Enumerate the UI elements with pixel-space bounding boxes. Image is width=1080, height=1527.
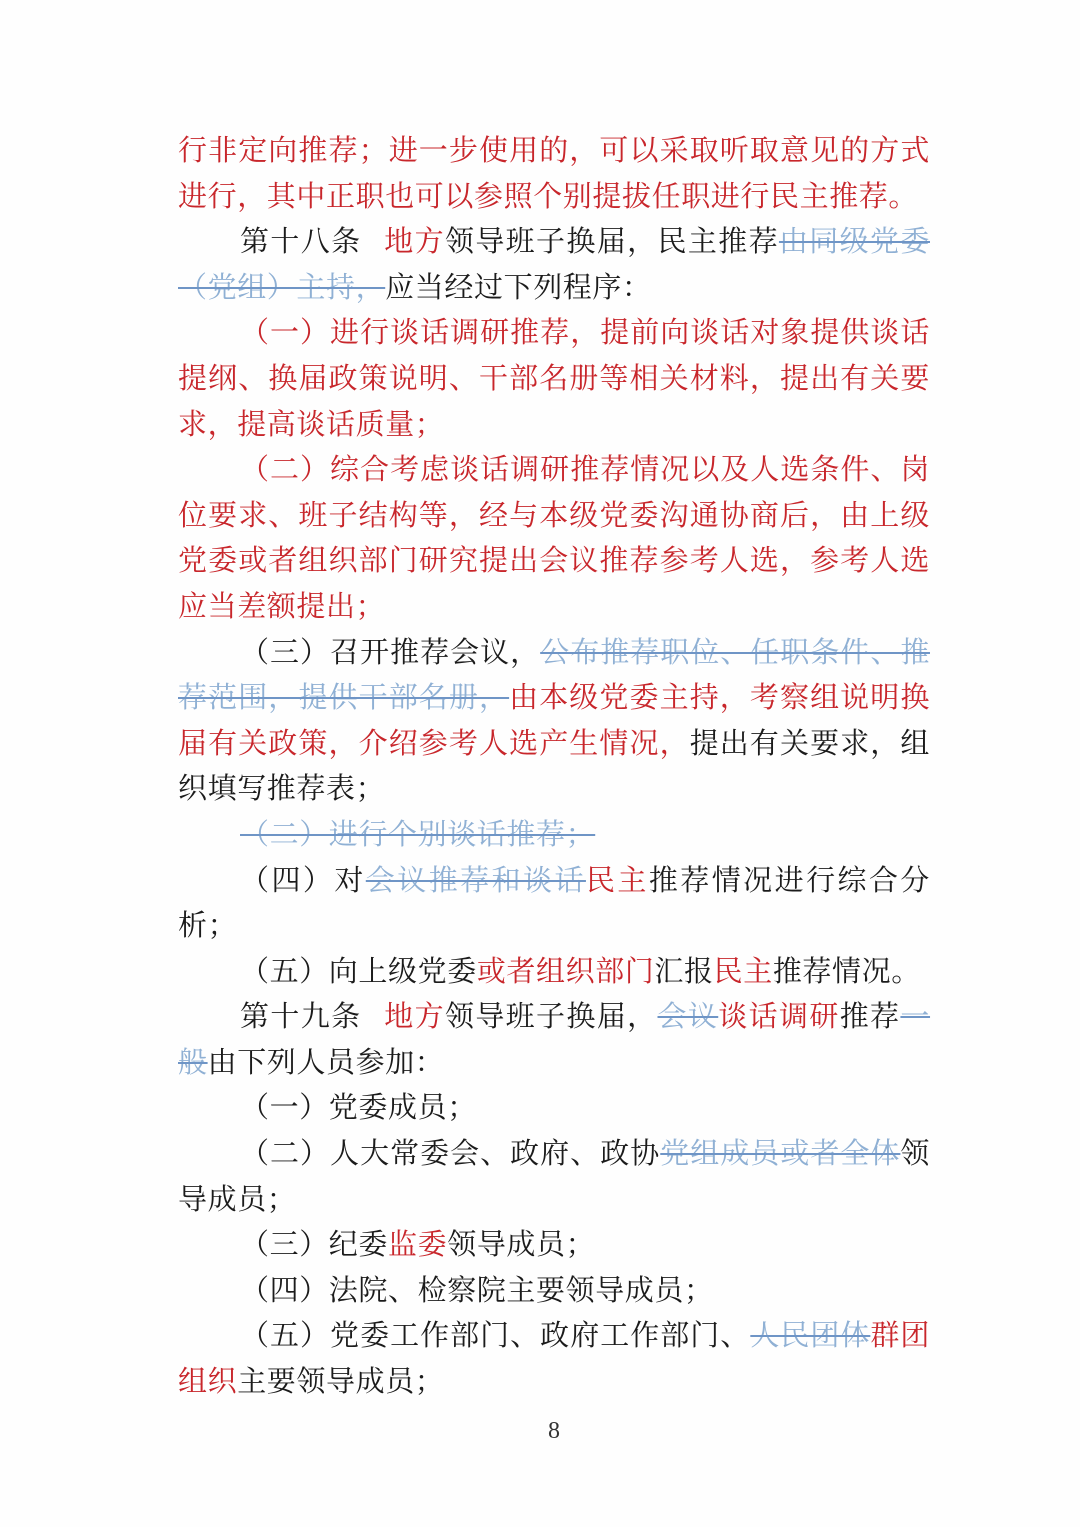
body-text-run: 推荐 <box>839 999 901 1034</box>
paragraph <box>178 1313 930 1404</box>
paragraph <box>178 219 930 310</box>
body-text-run: 领导班子换届， <box>444 999 658 1034</box>
added-text: 民主 <box>585 862 649 897</box>
deleted-text: 由同级党委（党组）主持， <box>178 224 930 304</box>
added-text: （二）综合考虑谈话调研推荐情况以及人选条件、岗位要求、班子结构等，经与本级党委沟通协商后，由上级党委或者组织部门研究提出会议推荐参考人选，参考人选应当差额提出； <box>178 452 930 623</box>
paragraph <box>178 1131 930 1222</box>
paragraph <box>178 858 930 949</box>
added-text: 地方 <box>383 224 445 259</box>
body-text-run: （五）向上级党委 <box>240 953 477 988</box>
deleted-text: 人民团体 <box>750 1318 871 1353</box>
deleted-text: 公布推荐职位、任职条件、推荐范围，提供干部名册， <box>178 634 930 715</box>
body-text-run: 推荐情况进行综合分析； <box>178 862 931 943</box>
body-text-run: 第十九条 <box>240 999 362 1034</box>
body-text-run: 应当经过下列程序： <box>385 269 652 304</box>
paragraph <box>178 630 930 812</box>
page-number: 8 <box>548 1418 560 1444</box>
body-text-run: （四）法院、检察院主要领导成员； <box>240 1272 714 1307</box>
paragraph <box>178 949 930 995</box>
deleted-text: 党组成员或者全体 <box>660 1136 901 1171</box>
body-text-run: （四）对 <box>240 862 366 897</box>
added-text: 或者组织部门 <box>476 953 655 988</box>
added-text: 群团组织 <box>178 1318 931 1399</box>
body-text-run: 汇报 <box>654 953 714 988</box>
paragraph <box>178 447 930 629</box>
document-body <box>178 128 930 1405</box>
paragraph <box>178 994 930 1085</box>
paragraph <box>178 128 930 219</box>
added-text: 谈话调研 <box>718 999 840 1034</box>
added-text: 民主 <box>713 953 773 988</box>
added-text: （一）进行谈话调研推荐，提前向谈话对象提供谈话提纲、换届政策说明、干部名册等相关材料，提出有关要求，提高谈话质量； <box>178 315 930 441</box>
body-text-run: 领导成员； <box>178 1136 930 1216</box>
added-text: 监委 <box>388 1227 448 1262</box>
deleted-text: 会议推荐和谈话 <box>365 862 586 897</box>
body-text-run: 领导班子换届，民主推荐 <box>444 224 779 259</box>
body-text-run: 提出有关要求，组织填写推荐表； <box>178 725 930 806</box>
body-text-run: 推荐情况。 <box>772 953 921 988</box>
body-text-run: 第十八条 <box>240 224 362 259</box>
paragraph <box>178 1085 930 1131</box>
paragraph <box>178 310 930 447</box>
body-text-run: 由下列人员参加： <box>207 1044 445 1079</box>
added-text: 地方 <box>383 999 445 1034</box>
added-text: 由本级党委主持，考察组说明换届有关政策，介绍参考人选产生情况， <box>178 680 930 760</box>
paragraph <box>178 812 930 858</box>
body-text-run: （二）人大常委会、政府、政协 <box>240 1136 661 1171</box>
body-text-run: （三）召开推荐会议， <box>240 634 541 669</box>
paragraph <box>178 1268 930 1314</box>
body-text-run: （五）党委工作部门、政府工作部门、 <box>240 1318 751 1353</box>
body-text-run: 主要领导成员； <box>237 1364 445 1399</box>
deleted-text: 会议 <box>657 999 719 1034</box>
body-text-run: （一）党委成员； <box>240 1090 477 1125</box>
paragraph <box>178 1222 930 1268</box>
deleted-text: （二）进行个别谈话推荐； <box>240 816 596 851</box>
body-text-run: 领导成员； <box>447 1227 596 1262</box>
deleted-text: 一般 <box>178 999 931 1079</box>
body-text-run: （三）纪委 <box>240 1227 389 1262</box>
added-text: 行非定向推荐；进一步使用的，可以采取听取意见的方式进行，其中正职也可以参照个别提拔任职进行民主推荐。 <box>178 133 930 213</box>
